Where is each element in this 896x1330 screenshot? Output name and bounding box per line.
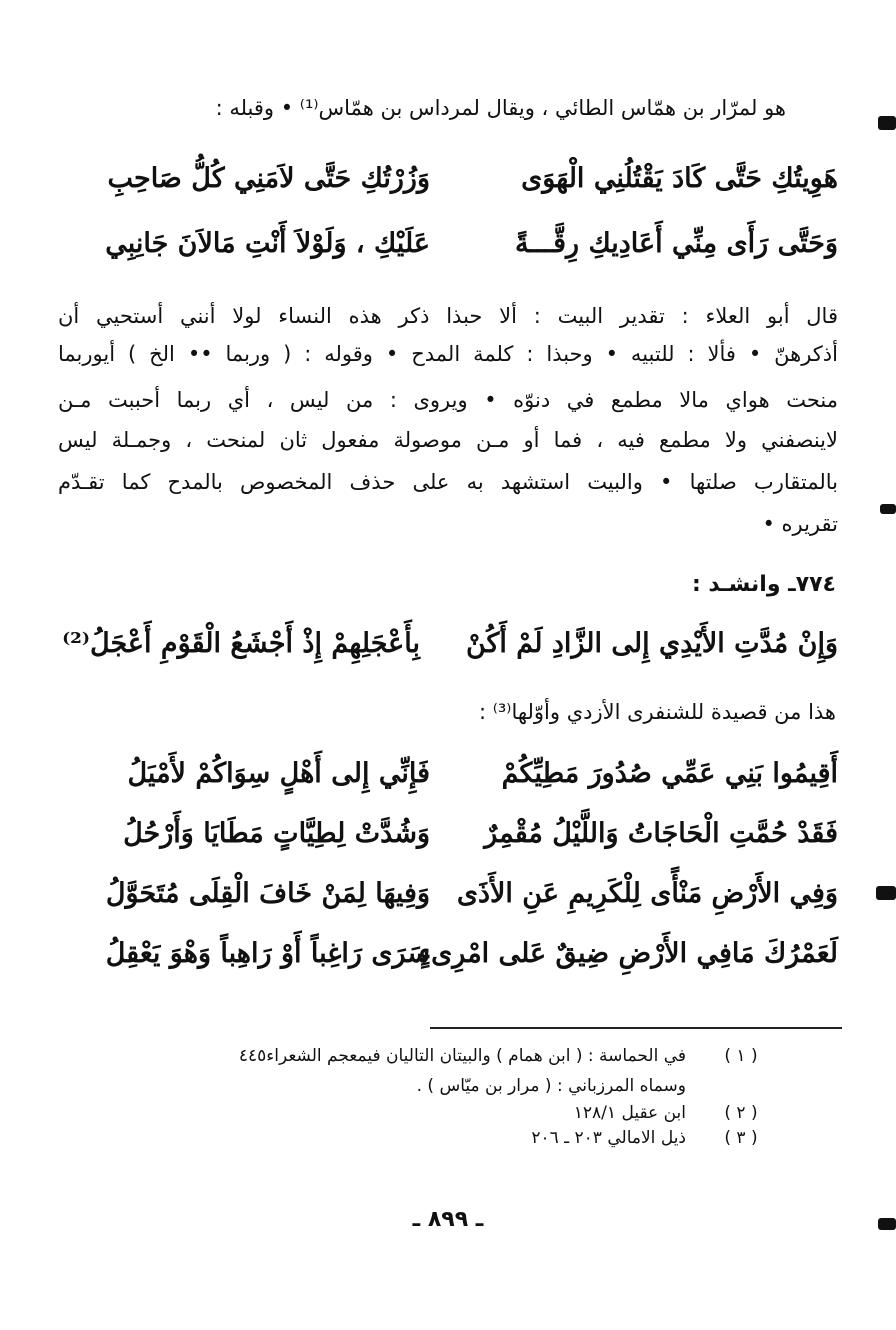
- verse-3-right: وَإِنْ مُدَّتِ الأَيْدِي إِلى الزَّادِ لَمْ أَكُنْ: [465, 628, 838, 659]
- commentary-line: تقريره •: [762, 512, 838, 536]
- footnote-text: وسماه المرزباني : ( مرار بن ميّاس ) .: [416, 1076, 686, 1096]
- commentary-line: قال أبو العلاء : تقدير البيت : ألا حبذا ذكر هذه النساء لولا أنني أستحيي أن: [58, 304, 838, 328]
- page-number: ـ ٨٩٩ ـ: [412, 1207, 484, 1232]
- verse-5-left: وَشُدَّتْ لِطِيَّاتٍ مَطَايَا وَأَرْحُلُ: [123, 818, 430, 849]
- edge-mark: [878, 116, 896, 130]
- edge-mark: [876, 886, 896, 900]
- footnote-separator: [430, 1027, 842, 1029]
- intro2-line: هذا من قصيدة للشنفرى الأزدي وأوّلها⁽³⁾ :: [478, 700, 836, 724]
- verse-2-right: وَحَتَّى رَأَى مِنِّي أَعَادِيكِ رِقَّـــةً: [514, 228, 838, 259]
- intro-line: هو لمرّار بن همّاس الطائي ، ويقال لمرداس بن همّاس⁽¹⁾ • وقبله :: [215, 96, 786, 120]
- commentary-line: لاينصفني ولا مطمع فيه ، فما أو مـن موصولة مفعول ثان لمنحت ، وجمـلة ليس: [58, 428, 838, 452]
- footnote-text: ذيل الامالي ٢٠٣ ـ ٢٠٦: [531, 1128, 686, 1148]
- footnote-text: ابن عقيل ١٢٨/١: [573, 1103, 686, 1123]
- commentary-line: بالمتقارب صلتها • والبيت استشهد به على حذف المخصوص بالمدح كما تقـدّم: [58, 470, 838, 494]
- commentary-line: أذكرهنّ • فألا : للتبيه • وحبذا : كلمة المدح • وقوله : ( وربما •• الخ ) أيوربما: [58, 342, 838, 366]
- verse-7-left: سَرَى رَاغِباً أَوْ رَاهِباً وَهْوَ يَعْقِلُ: [105, 938, 430, 969]
- verse-1-left: وَزُرْتُكِ حَتَّى لاَمَنِي كُلُّ صَاحِبِ: [107, 163, 430, 194]
- verse-7-right: لَعَمْرُكَ مَافِي الأَرْضِ ضِيقٌ عَلى امْرِىءٍ: [418, 938, 838, 969]
- footnote-number: ( ١ ): [724, 1046, 758, 1066]
- commentary-line: منحت هواي مالا مطمع في دنوّه • ويروى : من ليس ، أي ربما أحببت مـن: [58, 388, 838, 412]
- verse-6-right: وَفِي الأَرْضِ مَنْأًى لِلْكَرِيمِ عَنِ الأَذَى: [456, 878, 838, 909]
- verse-5-right: فَقَدْ حُمَّتِ الْحَاجَاتُ وَاللَّيْلُ مُقْمِرٌ: [484, 818, 838, 849]
- verse-3-left: بِأَعْجَلِهِمْ إِذْ أَجْشَعُ الْقَوْمِ أَعْجَلُ⁽²⁾: [62, 628, 420, 659]
- verse-2-left: عَلَيْكِ ، وَلَوْلاَ أَنْتِ مَالاَنَ جَانِبِي: [105, 228, 430, 259]
- verse-1-right: هَوِيتُكِ حَتَّى كَادَ يَقْتُلُنِي الْهَوَى: [521, 163, 838, 194]
- section-heading: ٧٧٤ـ وانشـد :: [691, 572, 836, 597]
- footnote-text: في الحماسة : ( ابن همام ) والبيتان التاليان فيمعجم الشعراء٤٤٥: [238, 1046, 686, 1066]
- verse-4-right: أَقِيمُوا بَنِي عَمِّي صُدُورَ مَطِيِّكُمْ: [501, 758, 838, 789]
- verse-6-left: وَفِيهَا لِمَنْ خَافَ الْقِلَى مُتَحَوَّلُ: [105, 878, 430, 909]
- verse-4-left: فَإِنِّي إِلى أَهْلٍ سِوَاكُمْ لأَمْيَلُ: [127, 758, 430, 789]
- edge-mark: [878, 1218, 896, 1230]
- footnote-number: ( ٣ ): [724, 1128, 758, 1148]
- footnote-number: ( ٢ ): [724, 1103, 758, 1123]
- edge-mark: [880, 504, 896, 514]
